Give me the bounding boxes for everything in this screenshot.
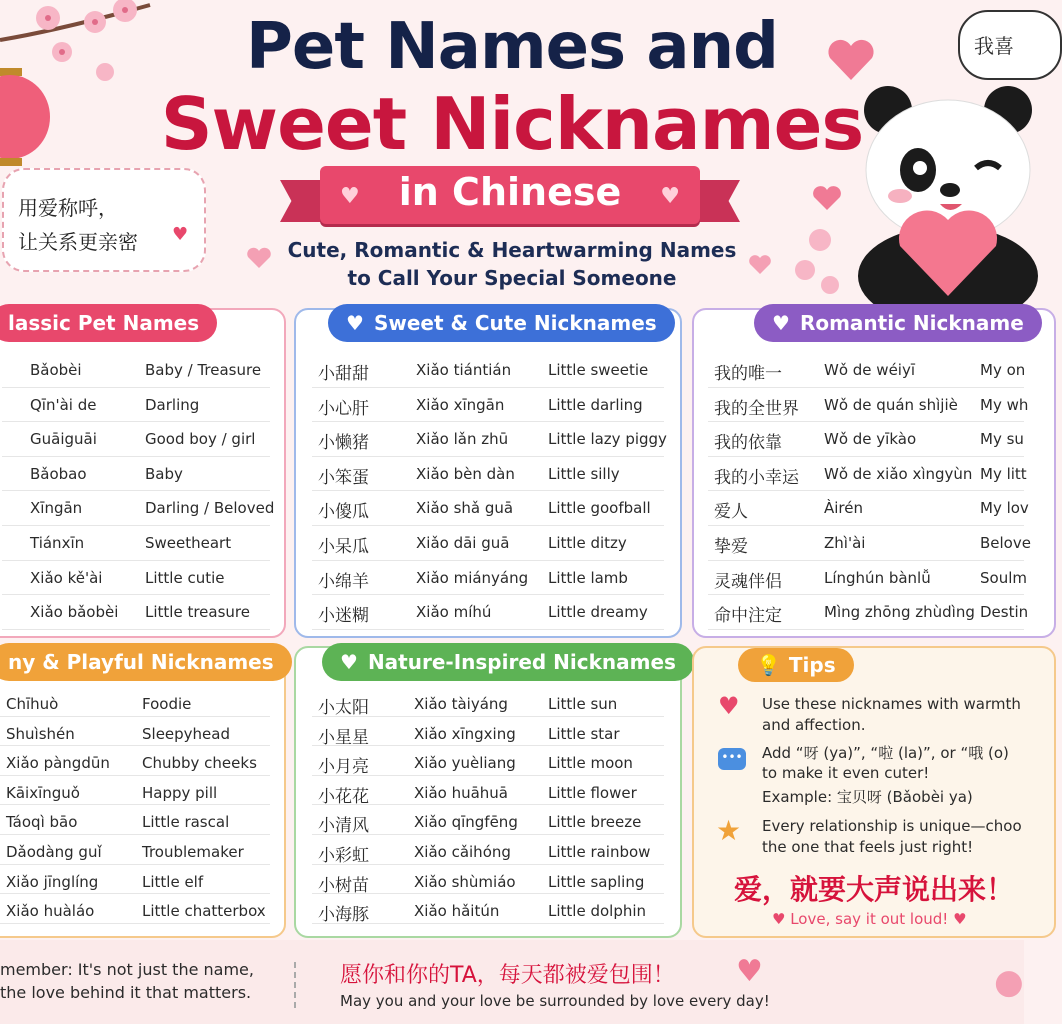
english-meaning: Chubby cheeks (142, 754, 257, 773)
tip-3-line-2: the one that feels just right! (762, 838, 974, 856)
english-meaning: Little treasure (145, 603, 250, 622)
list-item (312, 775, 664, 806)
english-meaning: Destin (980, 603, 1029, 622)
list-item (708, 490, 1029, 526)
pinyin: Xiǎo miányáng (416, 568, 529, 587)
heart-icon: ♥ (346, 311, 364, 335)
pinyin: Tiánxīn (30, 534, 85, 552)
pinyin: Bǎobao (30, 464, 87, 483)
ribbon-text: in Chinese (398, 170, 622, 214)
english-meaning: Little star (548, 724, 620, 743)
pinyin: Xiǎo lǎn zhū (416, 430, 509, 449)
pinyin: Xiǎo cǎihóng (414, 843, 511, 861)
list-item (2, 490, 275, 526)
pinyin: Xiǎo tàiyáng (414, 695, 508, 713)
english-meaning: Sweetheart (145, 534, 232, 552)
heart-icon: ♥ (340, 650, 358, 674)
tip-2-line-2: to make it even cuter! (762, 764, 930, 782)
list-item (312, 893, 664, 924)
list-item (708, 387, 1029, 423)
subtitle-line-2: to Call Your Special Someone (347, 266, 677, 290)
list-item (0, 834, 270, 865)
pinyin: Kāixīnguǒ (6, 783, 80, 802)
tip-3-line-1: Every relationship is unique—choo (762, 817, 1022, 835)
english-meaning: Little dreamy (548, 603, 648, 622)
english-meaning: My litt (980, 464, 1027, 483)
english-meaning: Little lamb (548, 568, 628, 587)
english-meaning: Little silly (548, 464, 620, 483)
english-meaning: Little moon (548, 754, 633, 773)
footer-english: May you and your love be surrounded by love every day! (340, 992, 770, 1010)
slogan-chinese: 爱，就要大声说出来！ (734, 873, 1015, 906)
panel-title-classic: lassic Pet Names (0, 304, 217, 342)
pinyin: Xiǎo hǎitún (414, 902, 500, 921)
pinyin: Xiǎo huāhuā (414, 783, 508, 802)
english-meaning: Baby / Treasure (145, 361, 262, 379)
english-meaning: Foodie (142, 695, 192, 713)
pinyin: Wǒ de wéiyī (824, 361, 916, 379)
list-item (0, 745, 270, 776)
list-item (708, 594, 1029, 630)
english-meaning: Darling (145, 395, 200, 414)
pinyin: Xiǎo míhú (416, 603, 492, 622)
chinese-name: 我的唯一 (714, 364, 782, 384)
english-meaning: Little breeze (548, 813, 642, 832)
pinyin: Shuìshén (6, 724, 75, 743)
english-meaning: Little cutie (145, 568, 225, 587)
list-item (0, 804, 270, 835)
pinyin: Xiǎo pàngdūn (6, 754, 110, 773)
pinyin: Chīhuò (6, 695, 59, 713)
chinese-name: 小月亮 (318, 757, 369, 778)
panel-title-nature: ♥ Nature-Inspired Nicknames (322, 643, 694, 681)
chinese-name: 小海豚 (318, 905, 369, 926)
list-item (0, 893, 270, 924)
pinyin: Xiǎo jīnglíng (6, 872, 99, 891)
english-meaning: My on (980, 361, 1026, 379)
footer-divider (294, 962, 296, 1008)
list-item (0, 716, 270, 747)
chat-bubble-icon: ••• (718, 748, 746, 770)
chinese-name: 小笨蛋 (318, 467, 369, 488)
list-item (312, 864, 664, 895)
speech-bubble-left (2, 168, 206, 272)
speech-bubble-right (958, 10, 1062, 80)
chinese-name: 小心肝 (318, 398, 369, 419)
list-item (312, 594, 664, 630)
pinyin: Xiǎo dāi guā (416, 534, 510, 552)
heart-icon: ♥ (660, 184, 680, 209)
list-item (312, 560, 664, 596)
subtitle-line-1: Cute, Romantic & Heartwarming Names (287, 238, 737, 262)
pinyin: Xiǎo tiántián (416, 361, 512, 379)
bubble-line-1: 用爱称呼， (18, 196, 118, 220)
chinese-name: 我的全世界 (714, 398, 799, 419)
chinese-name: 命中注定 (714, 606, 782, 627)
slogan-english: ♥ Love, say it out loud! ♥ (772, 910, 967, 928)
chinese-name: 小太阳 (318, 698, 369, 718)
footer-left-line-2: the love behind it that matters. (0, 983, 252, 1002)
list-item (708, 352, 1024, 388)
chinese-name: 小迷糊 (318, 606, 369, 627)
heart-icon: ♥ (736, 954, 763, 989)
english-meaning: Darling / Beloved (145, 499, 275, 518)
chinese-name: 小懒猪 (318, 433, 369, 454)
english-meaning: Little darling (548, 395, 643, 414)
pinyin: Qīn'ài de (30, 395, 97, 414)
pinyin: Táoqì bāo (6, 813, 78, 832)
list-item (312, 387, 664, 423)
heart-icon: ♥ (340, 184, 360, 209)
english-meaning: Happy pill (142, 783, 218, 802)
footer-left-line-1: member: It's not just the name, (0, 960, 254, 979)
pinyin: Guāiguāi (30, 430, 97, 449)
list-item (312, 745, 664, 776)
english-meaning: Little ditzy (548, 534, 627, 552)
tip-1-line-2: and affection. (762, 716, 866, 734)
list-item (2, 594, 270, 630)
pinyin: Línghún bànlǚ (824, 568, 931, 587)
english-meaning: Little flower (548, 783, 637, 802)
list-item (2, 560, 270, 596)
pinyin: Xīngān (30, 499, 83, 518)
pinyin: Xiǎo xīngxing (414, 724, 516, 743)
pinyin: Xiǎo shùmiáo (414, 872, 516, 891)
english-meaning: Little chatterbox (142, 902, 266, 921)
pinyin: Bǎobèi (30, 361, 82, 379)
list-item (2, 525, 270, 561)
chinese-name: 挚爱 (714, 537, 748, 557)
chinese-name: 爱人 (714, 502, 748, 523)
list-item (2, 387, 270, 423)
pinyin: Xiǎo bǎobèi (30, 603, 119, 622)
list-item (708, 421, 1024, 457)
chinese-name: 小傻瓜 (318, 502, 369, 523)
english-meaning: My su (980, 430, 1024, 449)
title-line-2: Sweet Nicknames (160, 82, 864, 166)
chinese-name: 我的依靠 (714, 433, 782, 454)
list-item (0, 775, 270, 806)
pinyin: Dǎodàng guǐ (6, 843, 102, 861)
chinese-name: 小清风 (318, 816, 369, 837)
english-meaning: Good boy / girl (145, 430, 256, 449)
footer-chinese: 愿你和你的TA，每天都被爱包围！ (340, 963, 675, 988)
title-line-1: Pet Names and (246, 10, 778, 84)
pinyin: Wǒ de quán shìjiè (824, 395, 958, 414)
list-item (2, 456, 270, 492)
list-item (0, 864, 270, 895)
list-item (2, 421, 270, 457)
chinese-name: 小花花 (318, 786, 369, 807)
pinyin: Àirén (824, 499, 864, 518)
tip-2-line-1: Add “呀 (ya)”, “啦 (la)”, or “哦 (o) (762, 744, 1009, 762)
list-item (312, 525, 664, 561)
list-item (708, 560, 1027, 596)
list-item (708, 456, 1027, 492)
chinese-name: 小绵羊 (318, 571, 369, 592)
list-item (312, 804, 664, 835)
heart-icon: ♥ (772, 311, 790, 335)
english-meaning: Sleepyhead (142, 724, 230, 743)
star-icon: ★ (716, 814, 742, 847)
pinyin: Wǒ de yīkào (824, 430, 917, 449)
english-meaning: Little sapling (548, 872, 645, 891)
pinyin: Xiǎo huàláo (6, 902, 95, 921)
english-meaning: My lov (980, 499, 1029, 518)
pinyin: Xiǎo kě'ài (30, 568, 103, 587)
chinese-name: 小甜甜 (318, 364, 369, 384)
list-item (312, 716, 664, 747)
chinese-name: 我的小幸运 (714, 467, 799, 488)
pinyin: Xiǎo qīngfēng (414, 813, 518, 832)
panel-title-tips: 💡 Tips (738, 648, 854, 682)
list-item (312, 490, 664, 526)
bubble-right-text: 我喜 (974, 34, 1014, 58)
english-meaning: Little sweetie (548, 361, 649, 379)
list-item (0, 686, 270, 717)
tip-1-line-1: Use these nicknames with warmth (762, 695, 1021, 713)
list-item (312, 456, 664, 492)
heart-icon: ♥ (718, 692, 740, 720)
english-meaning: Troublemaker (142, 843, 244, 861)
chinese-name: 小彩虹 (318, 846, 369, 866)
english-meaning: Belove (980, 534, 1031, 552)
english-meaning: Little elf (142, 872, 204, 891)
list-item (312, 352, 664, 388)
chinese-name: 灵魂伴侣 (714, 571, 782, 592)
list-item (312, 686, 664, 717)
panel-title-romantic: ♥ Romantic Nickname (754, 304, 1042, 342)
chinese-name: 小树苗 (318, 875, 369, 896)
english-meaning: My wh (980, 395, 1029, 414)
pinyin: Xiǎo xīngān (416, 395, 505, 414)
pinyin: Zhì'ài (824, 534, 866, 552)
english-meaning: Little rainbow (548, 843, 651, 861)
chinese-name: 小呆瓜 (318, 537, 369, 557)
heart-icon: ♥ (172, 224, 189, 245)
pinyin: Wǒ de xiǎo xìngyùn (824, 464, 973, 483)
english-meaning: Little goofball (548, 499, 651, 518)
english-meaning: Little dolphin (548, 902, 647, 921)
list-item (312, 834, 664, 865)
chinese-name: 小星星 (318, 727, 369, 748)
subtitle-ribbon (280, 166, 740, 228)
pinyin: Xiǎo bèn dàn (416, 464, 515, 483)
english-meaning: Little sun (548, 695, 618, 713)
tip-2-line-3: Example: 宝贝呀 (Bǎobèi ya) (762, 788, 973, 806)
pinyin: Xiǎo shǎ guā (416, 499, 514, 518)
list-item (312, 421, 667, 457)
panel-title-funny: ny & Playful Nicknames (0, 643, 292, 681)
english-meaning: Little rascal (142, 813, 230, 832)
lightbulb-icon: 💡 (756, 653, 781, 677)
list-item (708, 525, 1031, 561)
pinyin: Mìng zhōng zhùdìng (824, 603, 975, 622)
pinyin: Xiǎo yuèliang (414, 754, 516, 773)
paw-icon: ● (994, 962, 1024, 1002)
bubble-line-2: 让关系更亲密 (18, 230, 138, 254)
list-item (2, 352, 270, 388)
english-meaning: Soulm (980, 568, 1027, 587)
english-meaning: Little lazy piggy (548, 430, 667, 449)
panel-title-sweet: ♥ Sweet & Cute Nicknames (328, 304, 675, 342)
english-meaning: Baby (145, 464, 183, 483)
